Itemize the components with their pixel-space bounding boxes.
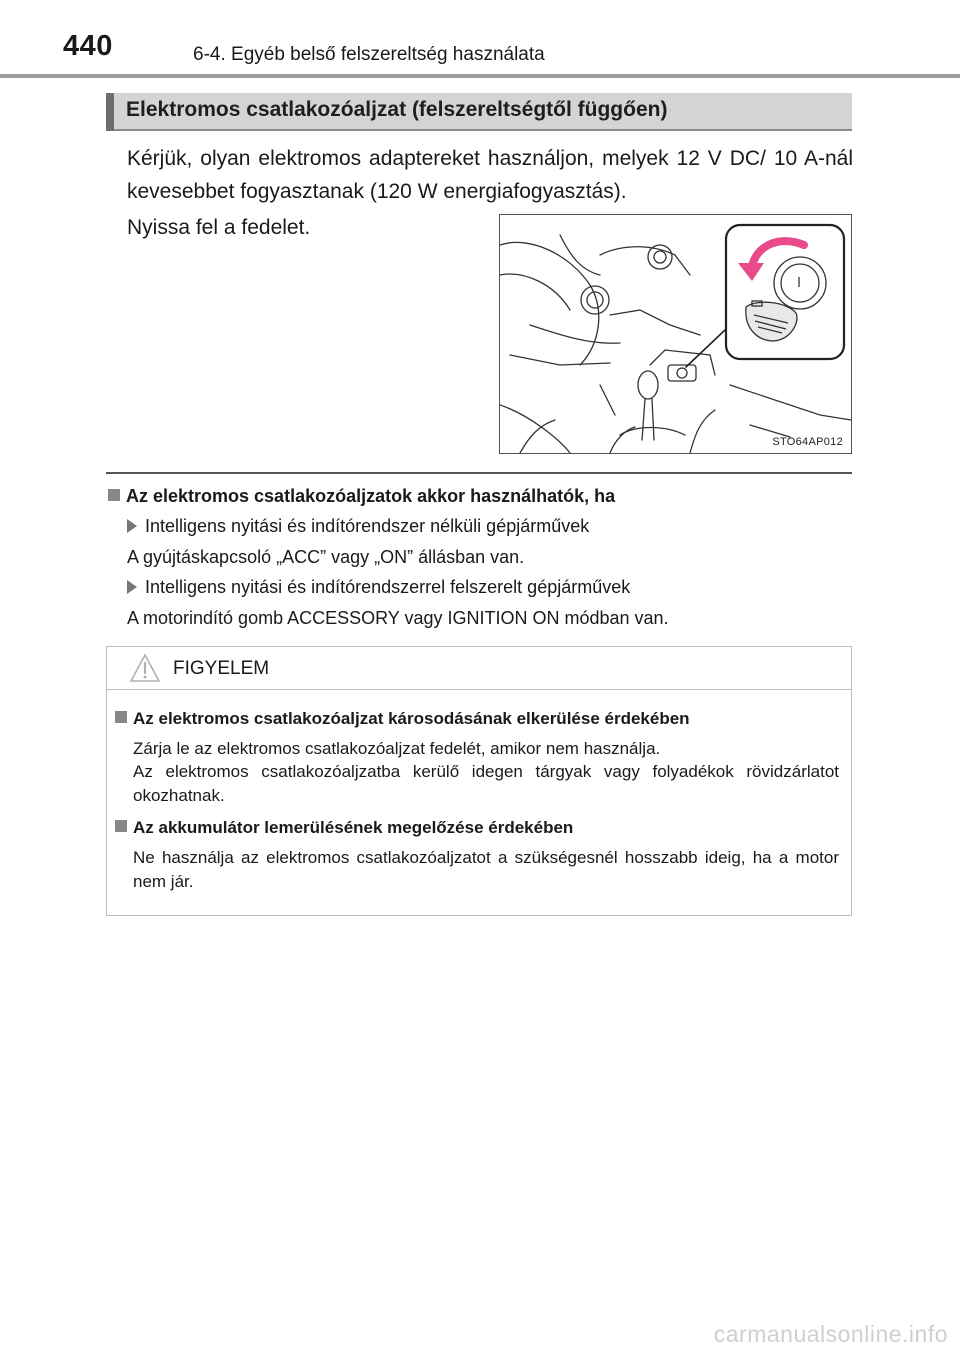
warning-item-line-1b: Az elektromos csatlakozóaljzatba kerülő idegen tárgyak vagy folyadékok rövidzárlatot okozhatnak. <box>133 762 839 805</box>
warning-triangle-icon <box>129 653 161 683</box>
warning-item-heading-2: Az akkumulátor lemerülésének megelőzése érdekében <box>115 818 573 838</box>
triangle-bullet-icon <box>127 580 137 594</box>
section-title-accent <box>106 93 114 131</box>
section-title-bar <box>106 93 852 131</box>
condition-text-2: A motorindító gomb ACCESSORY vagy IGNITION ON módban van. <box>127 608 669 628</box>
figure-code: STO64AP012 <box>772 436 843 448</box>
conditions-heading: Az elektromos csatlakozóaljzatok akkor használhatók, ha <box>108 486 615 507</box>
square-bullet-icon <box>108 489 120 501</box>
power-outlet-illustration <box>499 214 852 454</box>
warning-item-heading-1: Az elektromos csatlakozóaljzat károsodásának elkerülése érdekében <box>115 709 690 729</box>
chapter-title: 6-4. Egyéb belső felszereltség használata <box>193 44 545 65</box>
page-header <box>0 0 960 80</box>
intro-paragraph: Kérjük, olyan elektromos adaptereket használjon, melyek 12 V DC/ 10 A-nál kevesebbet fogyasztanak (120 W energiafogyasztás). <box>127 147 853 203</box>
step-instruction: Nyissa fel a fedelet. <box>127 216 311 239</box>
warning-label: FIGYELEM <box>173 658 270 679</box>
dashboard-drawing <box>500 215 851 453</box>
header-rule <box>0 74 960 78</box>
page-number: 440 <box>63 30 113 62</box>
section-title: Elektromos csatlakozóaljzat (felszereltségtől függően) <box>126 98 668 121</box>
triangle-bullet-icon <box>127 519 137 533</box>
square-bullet-icon <box>115 820 127 832</box>
warning-box <box>106 646 852 916</box>
warning-header <box>107 647 851 690</box>
condition-label-1: Intelligens nyitási és indítórendszer nélküli gépjárművek <box>127 516 589 537</box>
warning-item-line-1a: Zárja le az elektromos csatlakozóaljzat fedelét, amikor nem használja. <box>133 739 661 758</box>
warning-item-line-2a: Ne használja az elektromos csatlakozóaljzatot a szükségesnél hosszabb ideig, ha a motor nem jár. <box>133 848 839 891</box>
square-bullet-icon <box>115 711 127 723</box>
condition-text-1: A gyújtáskapcsoló „ACC” vagy „ON” állásban van. <box>127 547 525 567</box>
condition-label-2: Intelligens nyitási és indítórendszerrel felszerelt gépjárművek <box>127 577 630 598</box>
section-divider <box>106 472 852 474</box>
watermark: carmanualsonline.info <box>713 1321 948 1347</box>
